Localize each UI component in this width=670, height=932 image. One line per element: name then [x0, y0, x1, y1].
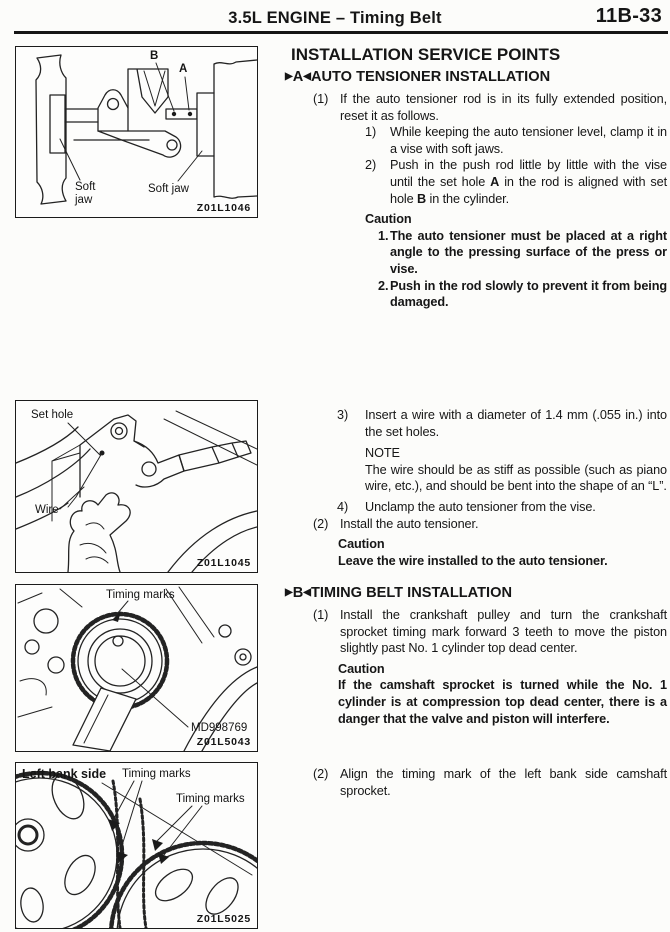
marker-left-triangle-icon: ◀: [303, 71, 311, 82]
step-number: (2): [313, 516, 329, 531]
marker-right-triangle-icon: ▶: [285, 71, 293, 82]
caution-item-1: [378, 228, 667, 278]
installation-service-points-heading: INSTALLATION SERVICE POINTS: [291, 45, 561, 64]
set-hole-label: Set hole: [31, 409, 74, 421]
cam-drawing: [16, 763, 257, 928]
marker-right-triangle-icon: ▶: [285, 587, 293, 598]
figure-code: Z01L5025: [196, 913, 251, 925]
section-b: [285, 585, 667, 727]
set-hole-b-label: B: [150, 50, 159, 62]
caution-block-2: [338, 536, 667, 569]
substep-text-part: in the rod is aligned with set hole: [390, 174, 667, 206]
page-header-title: 3.5L ENGINE – Timing Belt: [228, 9, 442, 27]
step-text: Install the crankshaft pulley and turn the crankshaft sprocket timing mark forward 3 teeth to move the piston slightly past No. 1 cylinder top dead center.: [340, 608, 667, 656]
figure-wire-insertion: [15, 400, 258, 573]
step-text: Install the auto tensioner.: [340, 516, 479, 531]
heading-text: AUTO TENSIONER INSTALLATION: [310, 69, 551, 85]
substep-number: 1): [365, 125, 377, 140]
figure-camshaft-sprockets: [15, 762, 258, 929]
figure-crankshaft-sprocket: [15, 584, 258, 752]
substep-text-part: in the cylinder.: [426, 191, 510, 206]
wire-label: Wire: [35, 504, 59, 516]
note-block: [365, 445, 667, 495]
substep-text: [390, 157, 667, 207]
section-a-part1: [285, 46, 667, 311]
substep-2: [365, 157, 667, 207]
step-number: (2): [313, 767, 329, 781]
figure-code: Z01L1046: [196, 202, 251, 214]
caution-block-1: [365, 211, 667, 311]
figure-auto-tensioner-vise: [15, 46, 258, 218]
caution-item-2: [378, 278, 667, 311]
set-hole-a-label: A: [179, 63, 188, 75]
substep-number: 3): [337, 408, 349, 422]
caution-item-text: Push in the rod slowly to prevent it from being damaged.: [390, 278, 667, 310]
section-a-part2: [285, 407, 667, 569]
step-2: [313, 516, 667, 533]
step-text: If the auto tensioner rod is in its fully extended position, reset it as follows.: [340, 92, 667, 123]
note-title: NOTE: [365, 446, 400, 461]
timing-belt-installation-heading: [285, 585, 667, 601]
step-1: [313, 91, 667, 124]
step-number: (1): [313, 92, 329, 106]
caution-block: [338, 661, 667, 727]
tool-number-label: MD998769: [191, 722, 248, 734]
caution-item-number: 1.: [378, 228, 389, 243]
caution-item-text: The auto tensioner must be placed at a right angle to the pressing surface of the press or vise.: [390, 228, 667, 276]
caution-title: Caution: [365, 212, 412, 227]
substep-4: [337, 499, 667, 516]
section-letter: B: [292, 585, 304, 601]
figure-code: Z01L1045: [196, 557, 251, 569]
hole-b-ref: B: [417, 191, 427, 206]
auto-tensioner-installation-heading: [285, 69, 667, 85]
caution-item-number: 2.: [378, 278, 389, 293]
timing-marks-label-1: Timing marks: [122, 768, 191, 780]
step-1: [313, 607, 667, 657]
substep-text: Insert a wire with a diameter of 1.4 mm (.055 in.) into the set holes.: [365, 408, 667, 439]
marker-left-triangle-icon: ◀: [303, 587, 311, 598]
substep-3: [337, 407, 667, 440]
timing-marks-label-2: Timing marks: [176, 793, 245, 805]
caution-text: Leave the wire installed to the auto tensioner.: [338, 553, 608, 568]
page-number: 11B-33: [595, 5, 662, 27]
hole-a-ref: A: [490, 174, 500, 189]
step-number: (1): [313, 608, 329, 622]
section-b-step2: [285, 766, 667, 799]
substep-text: Unclamp the auto tensioner from the vise.: [365, 499, 596, 514]
caution-text: If the camshaft sprocket is turned while the No. 1 cylinder is at compression top dead center, there is a danger that the valve and piston will interfere.: [338, 678, 667, 726]
step-2: [313, 766, 667, 799]
caution-title: Caution: [338, 661, 385, 676]
substep-text: While keeping the auto tensioner level, clamp it in a vise with soft jaws.: [390, 125, 667, 156]
timing-marks-label: Timing marks: [106, 589, 175, 601]
vise-drawing: [16, 47, 257, 217]
header-rule: [14, 31, 668, 34]
substep-1: [365, 124, 667, 157]
substep-number: 2): [365, 158, 377, 173]
heading-text: TIMING BELT INSTALLATION: [310, 585, 512, 601]
left-bank-side-label: Left bank side: [22, 767, 107, 781]
wire-drawing: [16, 401, 257, 572]
caution-title: Caution: [338, 537, 385, 552]
section-letter: A: [292, 69, 304, 85]
figure-code: Z01L5043: [196, 736, 251, 748]
step-text: Align the timing mark of the left bank side camshaft sprocket.: [340, 767, 667, 798]
soft-jaw-left-label: Soft jaw: [75, 181, 96, 206]
substep-text-part: Push in the push rod little by little with the vise until the set hole: [390, 158, 667, 189]
note-text: The wire should be as stiff as possible (such as piano wire, etc.), and should be bent into the shape of an “L”.: [365, 462, 667, 494]
soft-jaw-right-label: Soft jaw: [148, 183, 189, 195]
substep-number: 4): [337, 499, 349, 514]
